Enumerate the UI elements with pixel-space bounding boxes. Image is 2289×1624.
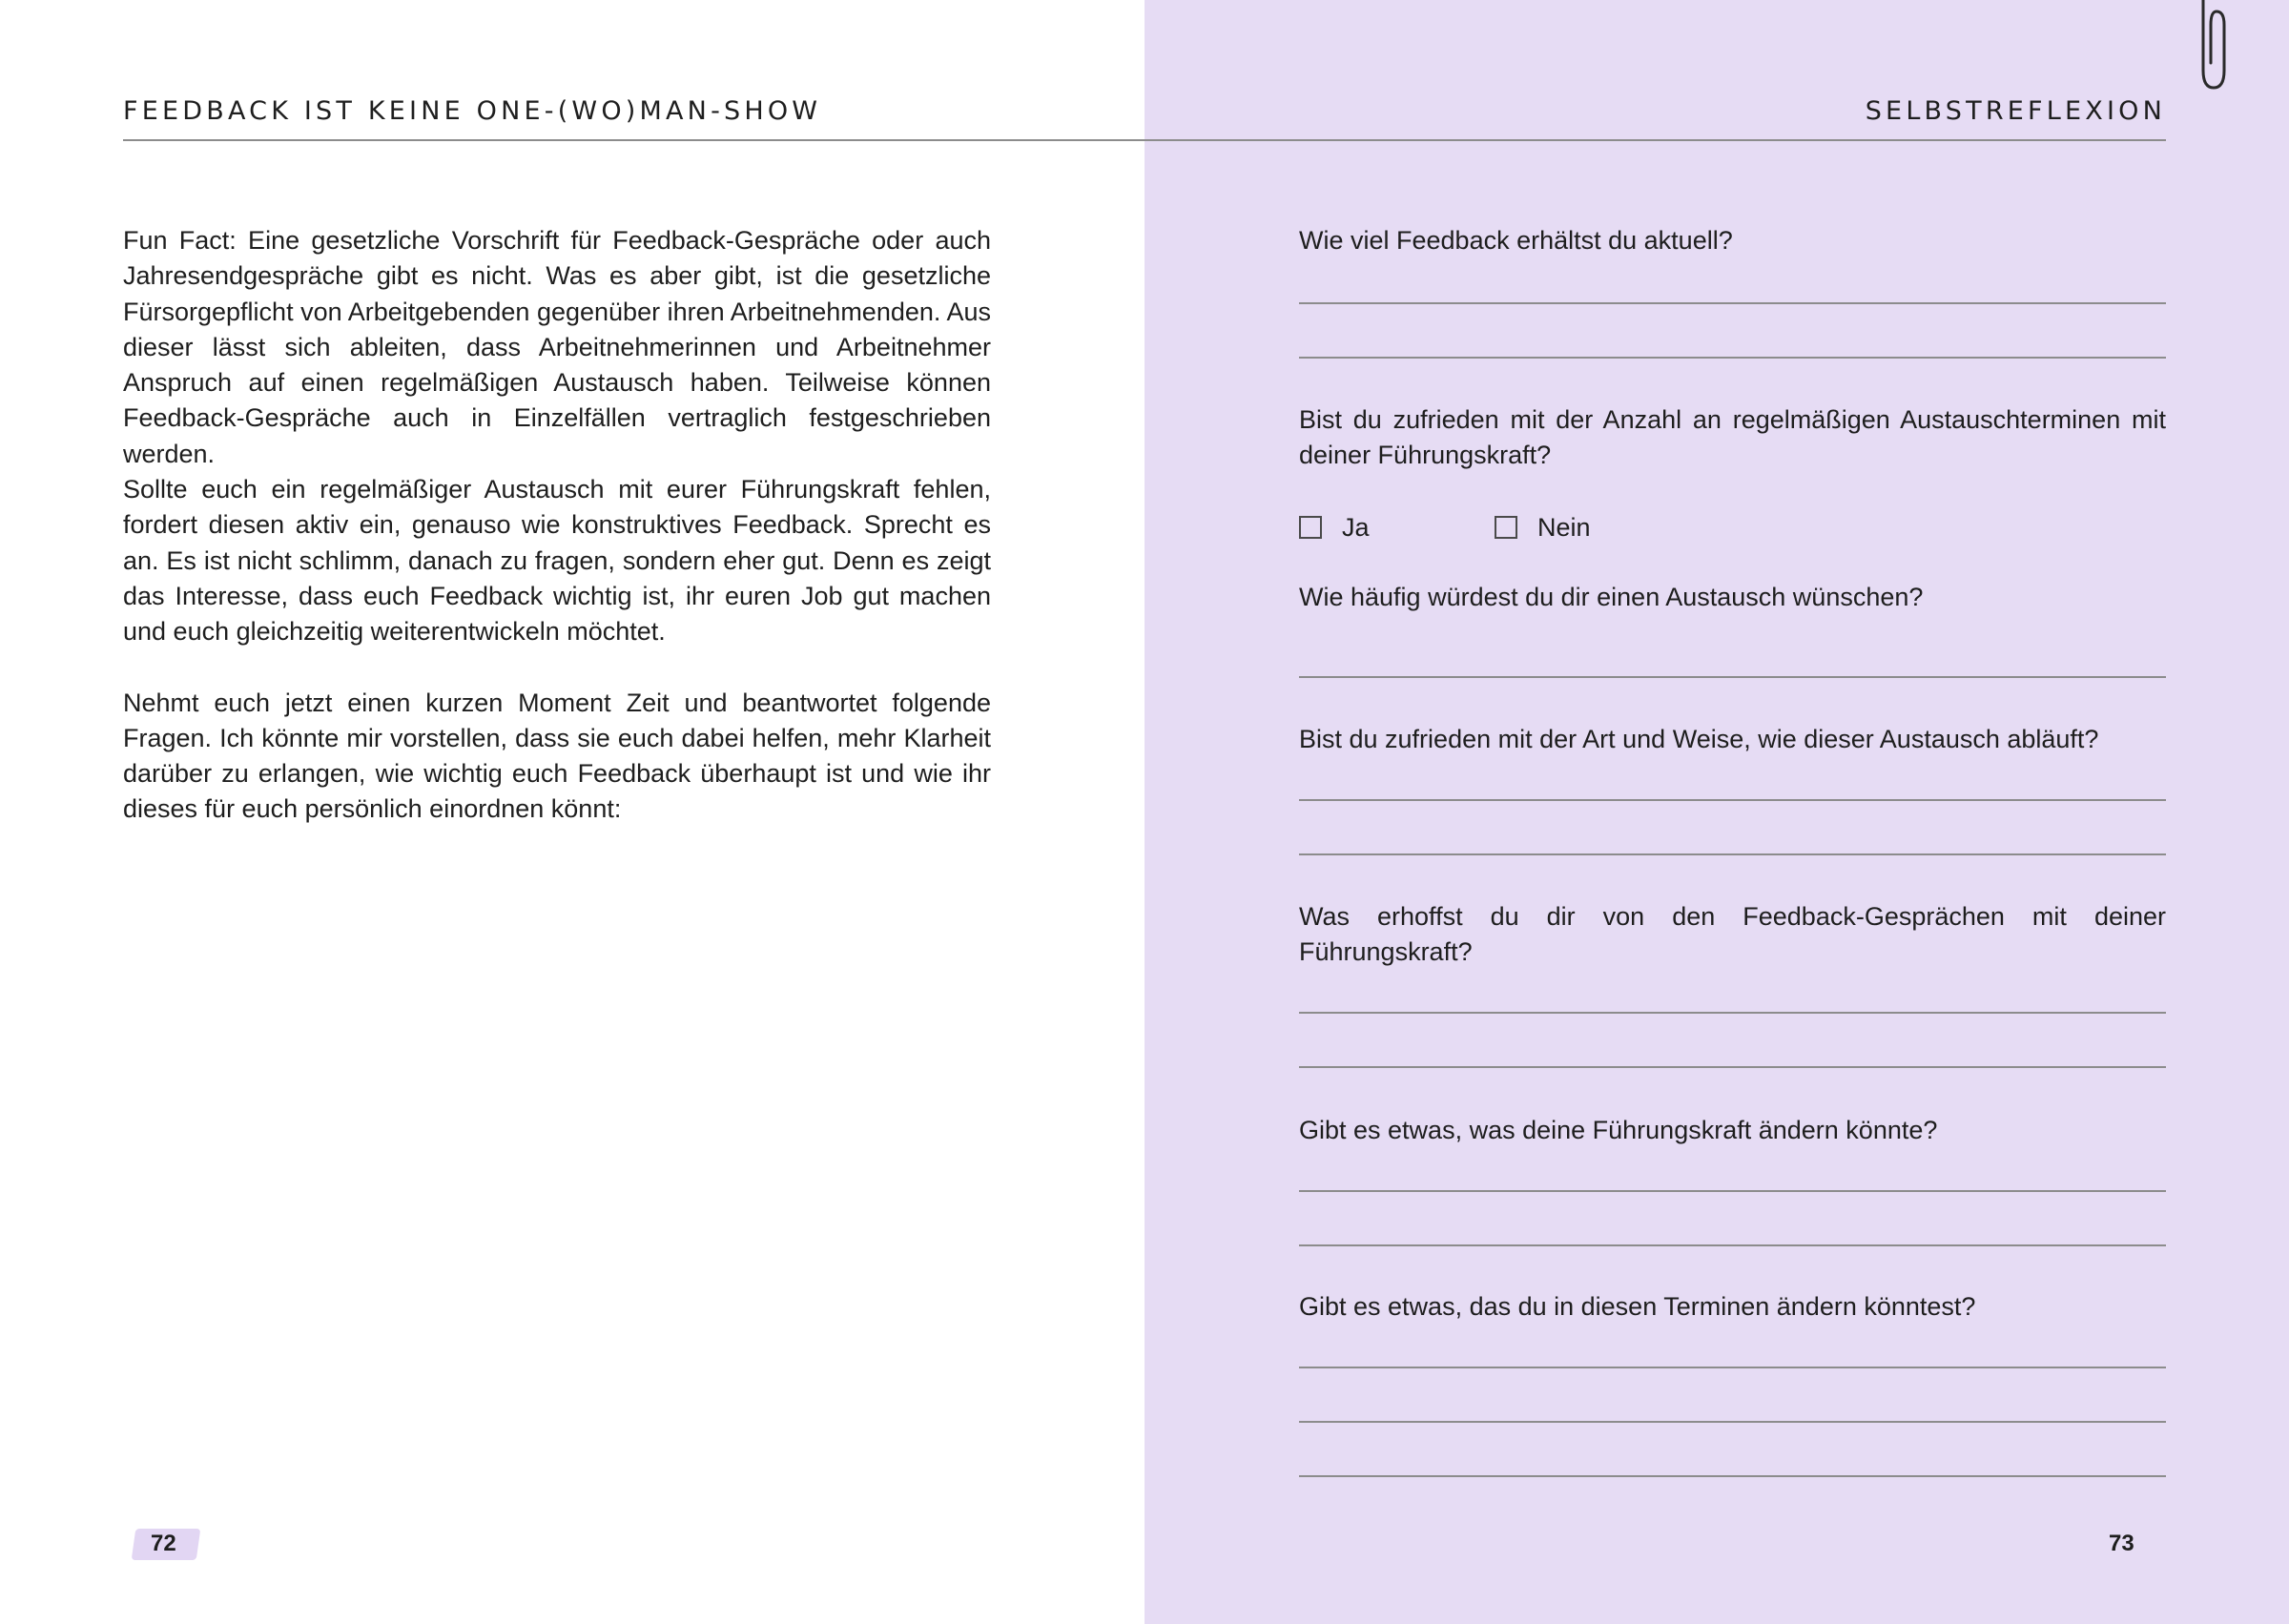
paragraph-fragen-intro: Nehmt euch jetzt einen kurzen Moment Zeit und beantwortet folgende Fragen. Ich könnte mir vorstellen, dass sie euch dabei helfen, mehr Klarheit darüber zu erlangen, wie wichtig euch Feedback überhaupt ist und wie ihr dieses für euch persönlich einordnen könnt: xyxy=(123,688,991,824)
paragraph-fun-fact: Fun Fact: Eine gesetzliche Vorschrift für Feedback-Gespräche oder auch Jahresendgespräche gibt es nicht. Was es aber gibt, ist die gesetzliche Fürsorgepflicht von Arbeitgebenden gegenüber ihren Arbeitnehmenden. Aus dieser lässt sich ableiten, dass Arbeitnehmerinnen und Arbeitnehmer Anspruch auf einen regelmäßigen Austausch haben. Teilweise können Feedback-Gespräche auch in Einzelfällen vertraglich festgeschrieben werden. xyxy=(123,226,991,468)
answer-line[interactable] xyxy=(1299,302,2166,304)
checkbox-icon[interactable] xyxy=(1495,516,1517,539)
question-art-und-weise: Bist du zufrieden mit der Art und Weise, wie dieser Austausch abläuft? xyxy=(1299,725,2099,753)
running-head-right: SELBSTREFLEXION xyxy=(1865,96,2166,126)
answer-line[interactable] xyxy=(1299,1244,2166,1246)
question-feedback-aktuell: Wie viel Feedback erhältst du aktuell? xyxy=(1299,226,1733,255)
body-text xyxy=(123,223,991,828)
page-number-left: 72 xyxy=(151,1531,176,1556)
option-nein[interactable] xyxy=(1495,509,1591,545)
answer-line[interactable] xyxy=(1299,676,2166,678)
paperclip-icon xyxy=(2190,0,2230,95)
option-ja[interactable] xyxy=(1299,509,1370,545)
answer-line[interactable] xyxy=(1299,853,2166,855)
answer-line[interactable] xyxy=(1299,799,2166,801)
checkbox-icon[interactable] xyxy=(1299,516,1322,539)
running-head-left: FEEDBACK IST KEINE ONE-(WO)MAN-SHOW xyxy=(123,96,822,126)
answer-line[interactable] xyxy=(1299,1367,2166,1368)
answer-line[interactable] xyxy=(1299,357,2166,359)
question-anzahl-termine: Bist du zufrieden mit der Anzahl an regelmäßigen Austauschterminen mit deiner Führungskraft? xyxy=(1299,405,2166,470)
answer-line[interactable] xyxy=(1299,1066,2166,1068)
page-number-right: 73 xyxy=(2109,1531,2134,1556)
question-termine-aendern: Gibt es etwas, das du in diesen Terminen ändern könntest? xyxy=(1299,1292,1976,1321)
question-haeufigkeit: Wie häufig würdest du dir einen Austausch wünschen? xyxy=(1299,583,1924,611)
option-nein-label: Nein xyxy=(1537,513,1591,542)
option-ja-label: Ja xyxy=(1342,513,1370,542)
answer-line[interactable] xyxy=(1299,1421,2166,1423)
paragraph-austausch: Sollte euch ein regelmäßiger Austausch mit eurer Führungskraft fehlen, fordert diesen aktiv ein, genauso wie konstruktives Feedback. Sprecht es an. Es ist nicht schlimm, danach zu fragen, sondern eher gut. Denn es zeigt das Interesse, dass euch Feedback wichtig ist, ihr euren Job gut machen und euch gleichzeitig weiterentwickeln möchtet. xyxy=(123,475,991,647)
answer-line[interactable] xyxy=(1299,1190,2166,1192)
question-fuehrungskraft-aendern: Gibt es etwas, was deine Führungskraft ändern könnte? xyxy=(1299,1116,1938,1144)
answer-line[interactable] xyxy=(1299,1475,2166,1477)
question-erhoffnung: Was erhoffst du dir von den Feedback-Gesprächen mit deiner Führungskraft? xyxy=(1299,902,2166,967)
header-rule xyxy=(123,139,2166,141)
answer-line[interactable] xyxy=(1299,1012,2166,1014)
